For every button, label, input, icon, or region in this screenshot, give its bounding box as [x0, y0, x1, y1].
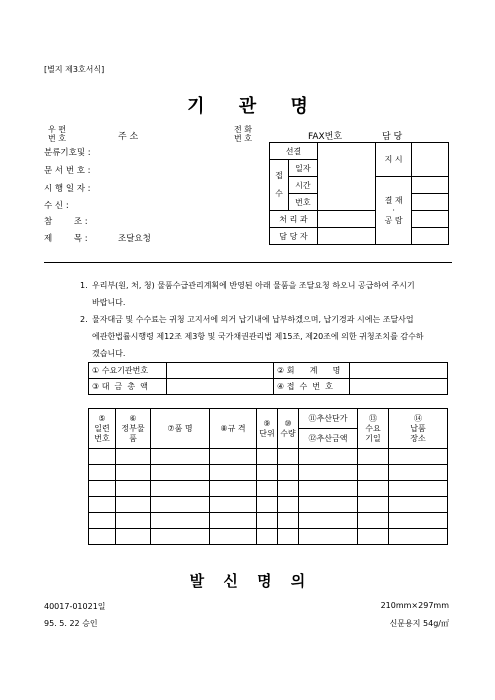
- col-serial-label2: 번호: [94, 433, 110, 443]
- approval-date: 95. 5. 22 승인: [44, 619, 98, 628]
- account-name-label: ② 회 계 명: [274, 363, 350, 379]
- col-demand-date-label2: 기일: [365, 433, 381, 443]
- p1-number: 1.: [80, 281, 88, 290]
- beonho-cell: 번호: [288, 194, 317, 211]
- gyeoljae-dash: ·: [392, 205, 395, 215]
- postal-code-label: 우 편 번 호: [48, 125, 66, 143]
- col-govt-goods-label2: 품: [129, 433, 137, 443]
- p1-line2: 바랍니다.: [92, 298, 126, 307]
- approval-cell-1: [412, 177, 449, 194]
- col-demand-date-label1: 수요: [365, 423, 381, 433]
- jisi-value-cell: [412, 143, 449, 177]
- col-unit-label: 단위: [259, 428, 275, 438]
- sigan-cell: 시간: [288, 177, 317, 194]
- approval-cell-4: [412, 228, 449, 245]
- table-row: [89, 529, 448, 545]
- classification-label: 분류기호및 :: [44, 148, 91, 158]
- col-delivery-place-num: ⑭: [414, 413, 422, 423]
- table-row: [89, 465, 448, 481]
- manager-label: 담 당: [382, 132, 403, 142]
- col-qty-header: [278, 409, 299, 449]
- form-number: [별지 제3호서식]: [44, 65, 105, 74]
- paper-type: 신문용지 54g/㎡: [389, 619, 449, 628]
- cheorigwa-value: [317, 211, 375, 228]
- col-unit-num: ⑨: [263, 418, 271, 428]
- items-table: [88, 408, 448, 545]
- info-table: [88, 362, 448, 395]
- demand-agency-code-label: ① 수요기관번호: [89, 363, 167, 379]
- date-label: 시 행 일 자 :: [44, 184, 91, 194]
- col-demand-date-num: ⑬: [369, 413, 377, 423]
- ilja-cell: 일자: [288, 160, 317, 177]
- gyeoljae-cell: [375, 177, 412, 245]
- reference-label: 참 조 :: [44, 217, 88, 227]
- receipt-number-label: ④ 접 수 번 호: [274, 379, 350, 395]
- paragraph-2: [80, 311, 450, 362]
- damdangja-value: [317, 228, 375, 245]
- seongyeol-cell: 선결: [270, 143, 318, 160]
- col-serial-header: [89, 409, 116, 449]
- form-code: 40017-01021일: [44, 602, 106, 611]
- col-delivery-place-header: [389, 409, 448, 449]
- cheorigwa-cell: 처 리 과: [270, 211, 318, 228]
- col-delivery-place-label1: 납품: [410, 423, 426, 433]
- jisi-cell: 지 시: [375, 143, 412, 177]
- header-divider: [44, 262, 452, 263]
- sender-name: 발 신 명 의: [189, 572, 306, 590]
- col-item-name-header: ⑦품 명: [151, 409, 210, 449]
- fax-label: FAX번호: [308, 132, 343, 142]
- col-qty-label: 수량: [280, 428, 296, 438]
- col-spec-header: ⑧규 격: [210, 409, 257, 449]
- gongnam-text: 공 람: [384, 215, 403, 225]
- subject-label: 제 목 :: [44, 234, 88, 244]
- col-unit-header: [257, 409, 278, 449]
- subject-value: 조달요청: [118, 234, 151, 244]
- col-govt-goods-num: ⑥: [129, 413, 137, 423]
- col-serial-label1: 일련: [94, 423, 110, 433]
- p2-line3: 겠습니다.: [92, 349, 126, 358]
- demand-agency-code-value: [167, 363, 274, 379]
- paper-size: 210mm×297mm: [380, 601, 449, 610]
- p1-line1: 우리부(원, 처, 청) 물품수급관리계획에 반영된 아래 물품을 조달요청 하오니 공급하여 주시기: [92, 281, 415, 290]
- col-serial-num: ⑤: [98, 413, 106, 423]
- approval-cell-3: [412, 211, 449, 228]
- jeopsu-cell: [270, 160, 289, 211]
- table-row: [89, 449, 448, 465]
- page-title: 기 관 명: [187, 96, 308, 117]
- col-demand-date-header: [358, 409, 389, 449]
- col-est-amount-header: ⑫추산금액: [299, 429, 358, 449]
- blank-cell: [317, 143, 375, 211]
- su-char: 수: [275, 189, 283, 198]
- total-amount-value: [167, 379, 274, 395]
- table-row: [89, 481, 448, 497]
- col-est-unit-price-header: ⑪추산단가: [299, 409, 358, 429]
- approval-cell-2: [412, 194, 449, 211]
- total-amount-label: ③ 대 금 총 액: [89, 379, 167, 395]
- approval-box: [269, 142, 449, 245]
- account-name-value: [350, 363, 448, 379]
- damdangja-cell: 담 당 자: [270, 228, 318, 245]
- jeop-char: 접: [275, 171, 283, 180]
- table-row: [89, 513, 448, 529]
- p2-line1: 물자대금 및 수수료는 귀청 고지서에 의거 납기내에 납부하겠으며, 납기경과 시에는 조달사업: [92, 315, 414, 324]
- gyeoljae-text: 결 재: [384, 195, 403, 205]
- doc-number-label: 문 서 번 호 :: [44, 166, 91, 176]
- col-govt-goods-label1: 정부물: [121, 423, 145, 433]
- p2-number: 2.: [80, 315, 88, 324]
- recipient-label: 수 신 :: [44, 201, 69, 211]
- address-label: 주 소: [118, 132, 139, 142]
- col-qty-num: ⑩: [284, 418, 292, 428]
- col-delivery-place-label2: 장소: [410, 433, 426, 443]
- phone-label: 전 화 번 호: [234, 125, 252, 143]
- col-govt-goods-header: [116, 409, 151, 449]
- receipt-number-value: [350, 379, 448, 395]
- paragraph-1: [80, 277, 450, 311]
- p2-line2: 에관한법률시행령 제12조 제3항 및 국가채권관리법 제15조, 제20조에 의한 귀청조치를 감수하: [92, 332, 424, 341]
- table-row: [89, 497, 448, 513]
